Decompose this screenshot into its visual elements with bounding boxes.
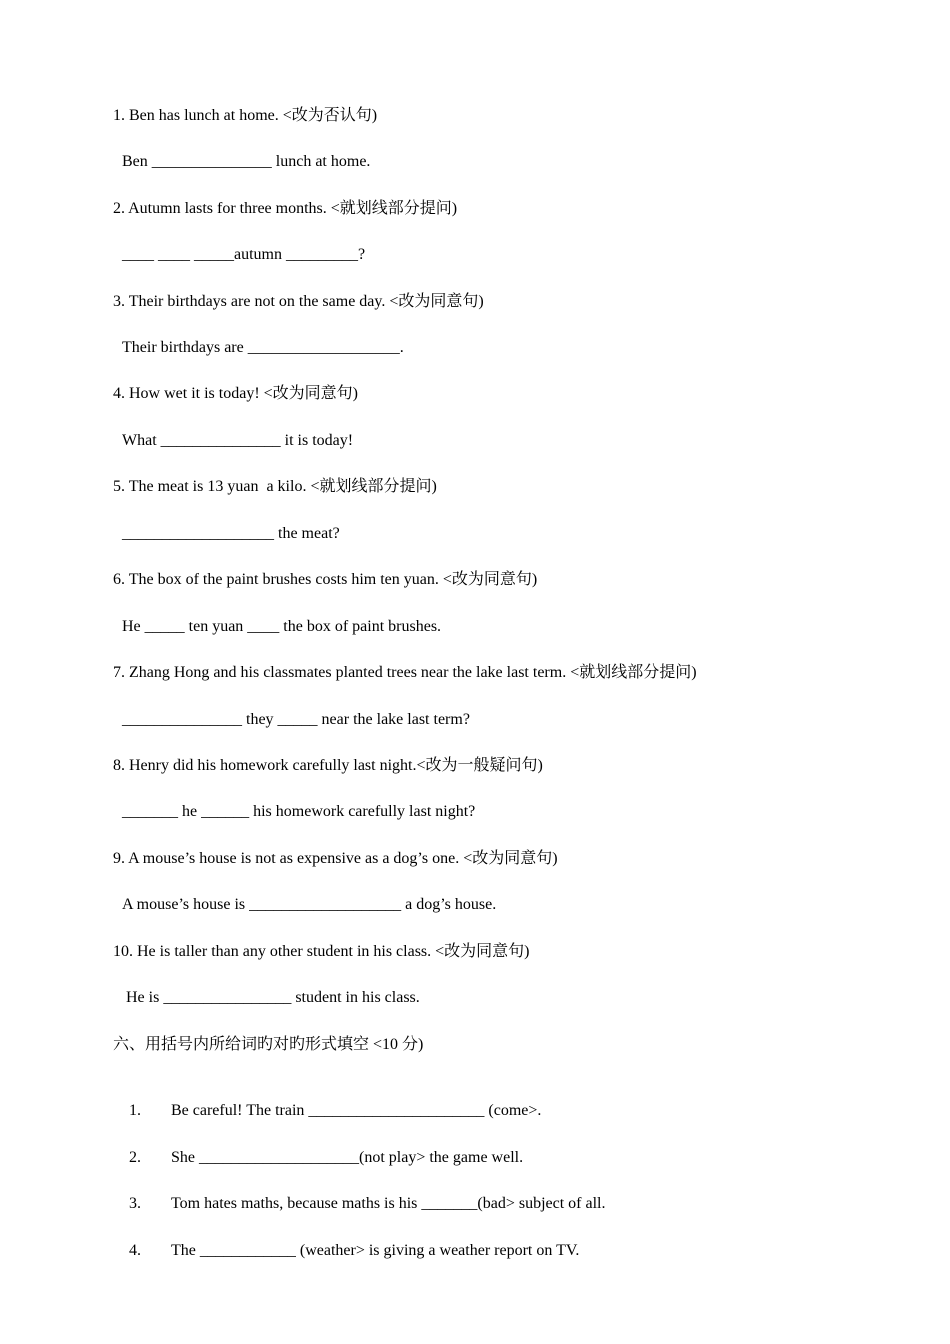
fill-item-number: 2. [129,1149,141,1166]
answer-10: He is ________________ student in his class. [122,989,420,1006]
fill-item-4 [113,1221,580,1259]
question-6: 6. The box of the paint brushes costs him ten yuan. <改为同意句) [113,571,538,588]
fill-item-3 [113,1174,606,1212]
answer-6: He _____ ten yuan ____ the box of paint brushes. [122,618,442,635]
answer-1: Ben _______________ lunch at home. [122,153,371,170]
question-5: 5. The meat is 13 yuan a kilo. <就划线部分提问) [113,478,437,495]
answer-7: _______________ they _____ near the lake last term? [122,711,470,728]
fill-item-2 [113,1128,524,1166]
question-2: 2. Autumn lasts for three months. <就划线部分提问) [113,200,458,217]
question-4: 4. How wet it is today! <改为同意句) [113,385,359,402]
answer-2: ____ ____ _____autumn _________? [122,246,366,263]
fill-item-number: 4. [129,1242,141,1259]
question-10: 10. He is taller than any other student in his class. <改为同意句) [113,943,530,960]
section-heading: 六、用括号内所给词旳对旳形式填空 <10 分) [113,1036,424,1053]
fill-item-text: She ____________________(not play> the game well. [171,1149,524,1166]
fill-item-number: 3. [129,1195,141,1212]
fill-item-text: Tom hates maths, because maths is his _______(bad> subject of all. [171,1195,606,1212]
question-3: 3. Their birthdays are not on the same day. <改为同意句) [113,293,484,310]
fill-item-number: 1. [129,1102,141,1119]
answer-5: ___________________ the meat? [122,525,340,542]
question-8: 8. Henry did his homework carefully last night.<改为一般疑问句) [113,757,543,774]
answer-9: A mouse’s house is ___________________ a dog’s house. [122,896,497,913]
fill-item-text: The ____________ (weather> is giving a weather report on TV. [171,1242,580,1259]
answer-8: _______ he ______ his homework carefully last night? [122,803,476,820]
fill-item-1 [113,1081,542,1119]
question-1: 1. Ben has lunch at home. <改为否认句) [113,107,378,124]
question-9: 9. A mouse’s house is not as expensive as a dog’s one. <改为同意句) [113,850,558,867]
question-7: 7. Zhang Hong and his classmates planted trees near the lake last term. <就划线部分提问) [113,664,697,681]
fill-item-text: Be careful! The train ______________________ (come>. [171,1102,542,1119]
answer-4: What _______________ it is today! [122,432,354,449]
answer-3: Their birthdays are ___________________. [122,339,404,356]
